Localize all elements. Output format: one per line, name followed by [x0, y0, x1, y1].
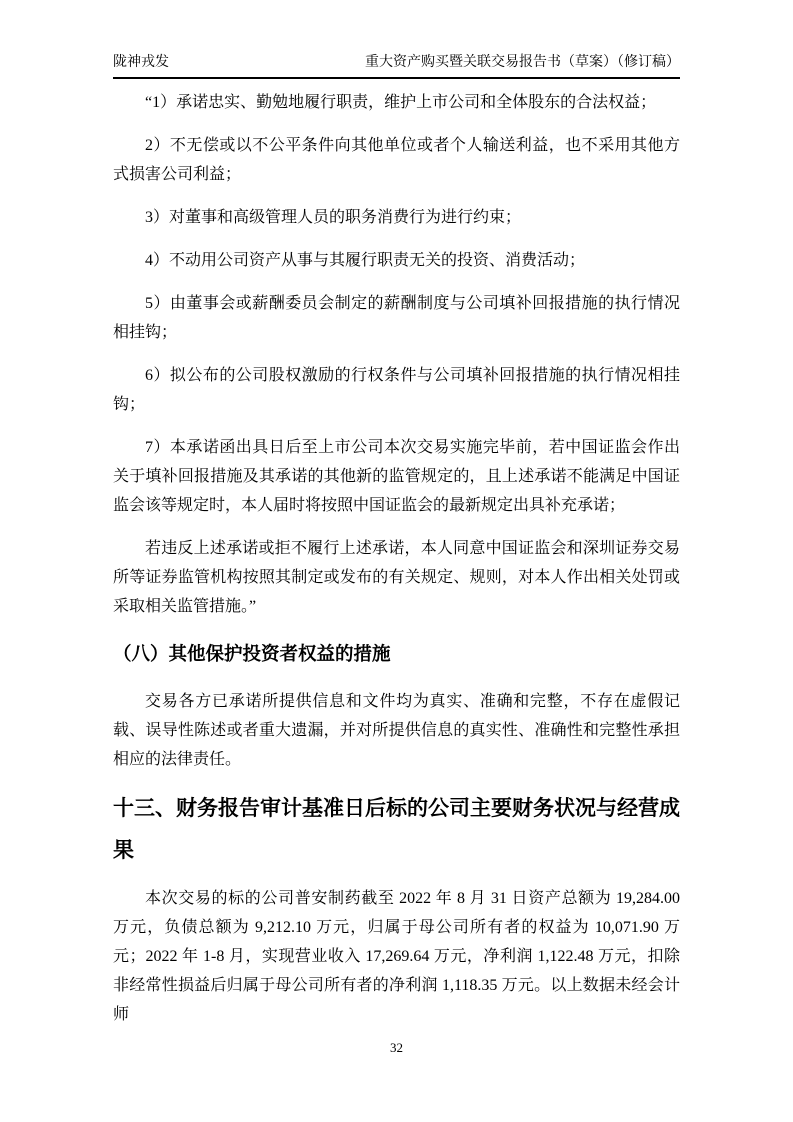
commitment-item-5: 5）由董事会或薪酬委员会制定的薪酬制度与公司填补回报措施的执行情况相挂钩； — [113, 295, 680, 341]
section-heading-viii: （八）其他保护投资者权益的措施 — [113, 643, 391, 664]
document-body — [113, 88, 680, 1043]
commitment-item-3: 3）对董事和高级管理人员的职务消费行为进行约束； — [145, 209, 522, 226]
violation-consequence-paragraph: 若违反上述承诺或拒不履行上述承诺，本人同意中国证监会和深圳证券交易所等证券监管机构按照其制定或发布的有关规定、规则，对本人作出相关处罚或采取相关监管措施。” — [113, 540, 680, 615]
commitment-item-7: 7）本承诺函出具日后至上市公司本次交易实施完毕前，若中国证监会作出关于填补回报措施及其承诺的其他新的监管规定的，且上述承诺不能满足中国证监会该等规定时，本人届时将按照中国证监会的最新规定出具补充承诺； — [113, 439, 680, 514]
header-report-title: 重大资产购买暨关联交易报告书（草案）（修订稿） — [365, 55, 680, 70]
commitment-item-2: 2）不无偿或以不公平条件向其他单位或者个人输送利益，也不采用其他方式损害公司利益； — [113, 137, 680, 183]
page-number: 32 — [390, 1040, 403, 1055]
chapter-heading-xiii: 十三、财务报告审计基准日后标的公司主要财务状况与经营成果 — [113, 797, 680, 862]
page-footer — [0, 1040, 793, 1056]
header-company-name: 陇神戎发 — [113, 55, 169, 70]
commitment-item-4: 4）不动用公司资产从事与其履行职责无关的投资、消费活动； — [145, 252, 586, 269]
page-header — [113, 54, 680, 79]
section-viii-paragraph: 交易各方已承诺所提供信息和文件均为真实、准确和完整，不存在虚假记载、误导性陈述或者重大遗漏，并对所提供信息的真实性、准确性和完整性承担相应的法律责任。 — [113, 693, 680, 768]
commitment-item-6: 6）拟公布的公司股权激励的行权条件与公司填补回报措施的执行情况相挂钩； — [113, 367, 680, 413]
section-xiii-paragraph: 本次交易的标的公司普安制药截至 2022 年 8 月 31 日资产总额为 19,284.00 万元，负债总额为 9,212.10 万元，归属于母公司所有者的权益为 10,071.90 万元；2022 年 1-8 月，实现营业收入 17,269.64 万元，净利润 1,122.48 万元，扣除非经常性损益后归属于母公司所有者的净利润 1,118.35 万元。以上数据未经会计师 — [113, 890, 680, 1023]
commitment-item-1: “1）承诺忠实、勤勉地履行职责，维护上市公司和全体股东的合法权益； — [145, 94, 657, 111]
